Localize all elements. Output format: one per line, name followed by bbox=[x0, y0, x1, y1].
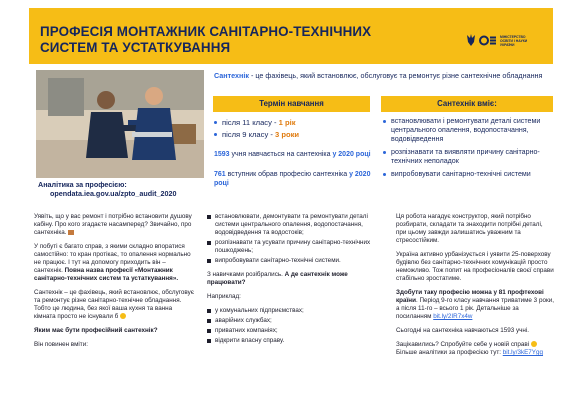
paragraph-text: Уявіть, що у вас ремонт і потрібно встановити душову кабіну. Про кого згадаєте насамперед? Звичайно, про сантехніка. bbox=[34, 213, 192, 236]
paragraph: Він повинен вміти: bbox=[34, 341, 88, 348]
column-left bbox=[34, 213, 195, 355]
workplaces-list bbox=[207, 307, 387, 345]
list-item: розпізнавати та усувати причину санітарно-технічних пошкоджень; bbox=[207, 239, 387, 255]
trident-icon bbox=[466, 34, 476, 47]
paragraph-text: Сантехнік – це фахівець, який встановлює, обслуговує та ремонтує різне санітарно-технічне обладнання. Тобто це людина, без якої ваша кухня та ванна кімната просто не існували б bbox=[34, 289, 194, 320]
training-item-value: 1 рік bbox=[278, 118, 296, 127]
paragraph-text: У побуті є багато справ, з якими складно впоратися самостійно: то кран протікає, то опалення нормально не працює. І тут на допомогу приходить він – сантехнік. bbox=[34, 243, 191, 274]
ministry-name: МІНІСТЕРСТВО ОСВІТИ І НАУКИ УКРАЇНИ bbox=[500, 34, 528, 47]
analytics-block bbox=[38, 180, 210, 206]
paragraph: Наприклад: bbox=[207, 293, 241, 300]
analytics-short-link[interactable]: bit.ly/3kE7Ygg bbox=[502, 349, 544, 356]
question-heading: Яким має бути професійний сантехнік? bbox=[34, 327, 158, 334]
profession-full-name: Повна назва професії «Монтажник санітарно-технічних систем та устаткування». bbox=[34, 267, 179, 282]
paragraph bbox=[34, 289, 195, 321]
stat-text: вступник обрав професію сантехніка bbox=[225, 171, 350, 178]
ministry-logo bbox=[466, 34, 536, 47]
page-title: ПРОФЕСІЯ МОНТАЖНИК САНІТАРНО-ТЕХНІЧНИХ СИСТЕМ ТА УСТАТКУВАННЯ bbox=[40, 24, 372, 55]
paragraph: Ця робота нагадує конструктор, який потрібно розбирати, складати та знаходити потрібні деталі, при цьому завжди залишатись уважним та стресостійким. bbox=[396, 213, 543, 244]
list-item: аварійних службах; bbox=[207, 317, 387, 325]
list-item: випробовувати санітарно-технічні системи. bbox=[207, 257, 387, 265]
training-item-label: після 11 класу - bbox=[222, 118, 279, 127]
intro-text bbox=[214, 71, 559, 81]
smile-emoji-icon bbox=[531, 341, 537, 347]
skill-item: встановлювати і ремонтувати деталі системи центрального опалення, водопостачання, водовідведення bbox=[383, 117, 555, 144]
paragraph bbox=[34, 243, 195, 283]
training-item-label: після 9 класу - bbox=[222, 130, 275, 139]
paragraph-text: З навичками розібрались. bbox=[207, 271, 285, 278]
list-item: відкрити власну справу. bbox=[207, 337, 387, 345]
skills-list bbox=[383, 117, 555, 183]
ministry-logo-icon bbox=[479, 35, 497, 46]
paragraph: Сьогодні на сантехніка навчаються 1593 учні. bbox=[396, 327, 530, 334]
header-banner bbox=[29, 8, 553, 64]
analytics-link[interactable]: opendata.iea.gov.ua/zpto_audit_2020 bbox=[50, 189, 177, 198]
skills-detail-list bbox=[207, 213, 387, 265]
skill-item: розпізнавати та виявляти причину санітарно-технічних неполадок bbox=[383, 148, 555, 166]
paragraph: Україна активно урбанізується і уявити 25-поверхову будівлю без санітарно-технічних комунікацій просто неможливо. Тож попит на професіоналів своєї справи стабільно зростатиме. bbox=[396, 251, 554, 282]
plumber-photo bbox=[36, 70, 204, 178]
question-heading: А де сантехнік може працювати? bbox=[207, 271, 348, 286]
paragraph bbox=[207, 271, 387, 287]
column-right bbox=[396, 213, 554, 363]
stat-year: у 2020 році bbox=[214, 171, 371, 187]
skills-heading: Сантехнік вміє: bbox=[381, 96, 553, 112]
paragraph bbox=[396, 289, 554, 321]
paragraph bbox=[396, 341, 554, 357]
paragraph bbox=[34, 327, 195, 335]
details-link[interactable]: bit.ly/2IR7x4w bbox=[433, 313, 473, 320]
stat-value: 761 bbox=[214, 171, 226, 178]
list-item: приватних компаніях; bbox=[207, 327, 387, 335]
paragraph bbox=[34, 213, 195, 237]
paragraph-text: . Період 9-го класу навчання триватиме 3 роки, а після 11-го – всього 1 рік. Детальніше за посиланням bbox=[396, 297, 554, 320]
intro-definition: - це фахівець, який встановлює, обслуговує та ремонтує різне сантехнічне обладнання bbox=[248, 71, 543, 80]
list-item: у комунальних підприємствах; bbox=[207, 307, 387, 315]
column-middle bbox=[207, 213, 387, 351]
training-item bbox=[214, 130, 374, 139]
analytics-label: Аналітика за професією: bbox=[38, 180, 127, 189]
stat-applicants bbox=[214, 170, 374, 188]
stat-value: 1593 bbox=[214, 151, 230, 158]
paragraph-text: тут: bbox=[488, 349, 503, 356]
smile-emoji-icon bbox=[120, 313, 126, 319]
stat-students bbox=[214, 150, 374, 159]
skill-item: випробовувати санітарно-технічні системи bbox=[383, 170, 555, 179]
training-item-value: 3 роки bbox=[275, 130, 300, 139]
wrench-emoji-icon bbox=[68, 230, 74, 235]
paragraph-bold: Здобути таку професію можна у 81 профтехові країни bbox=[396, 289, 544, 304]
intro-term: Сантехнік bbox=[214, 71, 249, 80]
training-list bbox=[214, 118, 374, 142]
paragraph-text: Зацікавились? Спробуйте себе у новій справі bbox=[396, 341, 531, 348]
list-item: встановлювати, демонтувати та ремонтувати деталі системи центрального опалення, водопостачання, водовідведення та водостоків; bbox=[207, 213, 387, 237]
training-heading: Термін навчання bbox=[213, 96, 370, 112]
stat-year: у 2020 році bbox=[332, 151, 371, 158]
training-item bbox=[214, 118, 374, 127]
paragraph-text: Більше аналітики за професією bbox=[396, 349, 489, 356]
stat-text: учня навчається на сантехніка bbox=[229, 151, 333, 158]
